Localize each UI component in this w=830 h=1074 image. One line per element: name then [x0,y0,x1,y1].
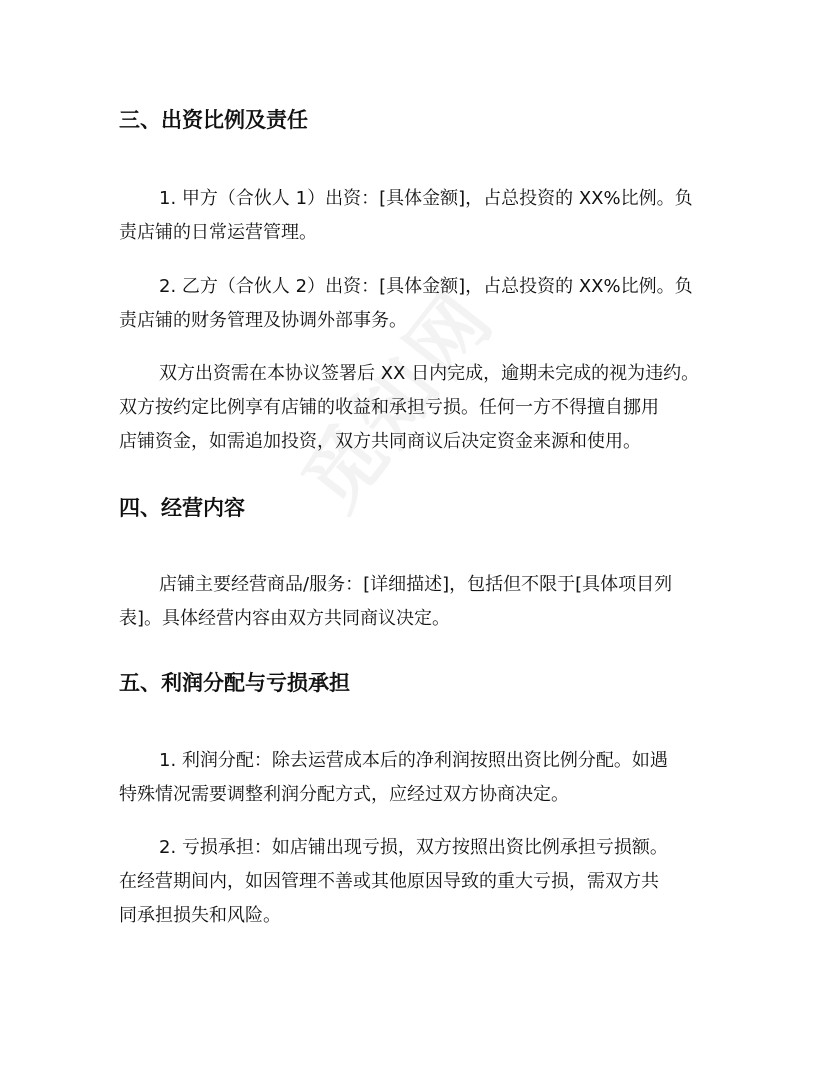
paragraph-line: 特殊情况需要调整利润分配方式，应经过双方协商决定。 [119,784,569,805]
section-heading-5: 五、利润分配与亏损承担 [119,671,350,695]
paragraph-line: 双方按约定比例享有店铺的收益和承担亏损。任何一方不得擅自挪用 [119,397,659,418]
paragraph-3-1 [119,182,731,250]
paragraph-line: 店铺资金，如需追加投资，双方共同商议后决定资金来源和使用。 [119,431,641,452]
paragraph-line: 店铺主要经营商品/服务：[详细描述]，包括但不限于[具体项目列 [159,574,673,595]
paragraph-line: 双方出资需在本协议签署后 XX 日内完成，逾期未完成的视为违约。 [159,363,700,384]
paragraph-line: 2. 乙方（合伙人 2）出资：[具体金额]，占总投资的 XX%比例。负 [159,276,693,297]
paragraph-line: 责店铺的日常运营管理。 [119,222,317,243]
paragraph-line: 2. 亏损承担：如店铺出现亏损，双方按照出资比例承担亏损额。 [159,837,668,858]
paragraph-line: 在经营期间内，如因管理不善或其他原因导致的重大亏损，需双方共 [119,871,659,892]
paragraph-line: 责店铺的财务管理及协调外部事务。 [119,310,407,331]
paragraph-line: 1. 甲方（合伙人 1）出资：[具体金额]，占总投资的 XX%比例。负 [159,188,693,209]
paragraph-5-2 [119,831,731,933]
paragraph-4-1 [119,568,731,636]
section-heading-3: 三、出资比例及责任 [119,108,308,132]
paragraph-5-1 [119,744,731,812]
paragraph-3-3 [119,357,731,459]
paragraph-line: 同承担损失和风险。 [119,905,281,926]
section-heading-4: 四、经营内容 [119,496,245,520]
paragraph-3-2 [119,270,731,338]
paragraph-line: 1. 利润分配：除去运营成本后的净利润按照出资比例分配。如遇 [159,750,668,771]
paragraph-line: 表]。具体经营内容由双方共同商议决定。 [119,608,451,629]
